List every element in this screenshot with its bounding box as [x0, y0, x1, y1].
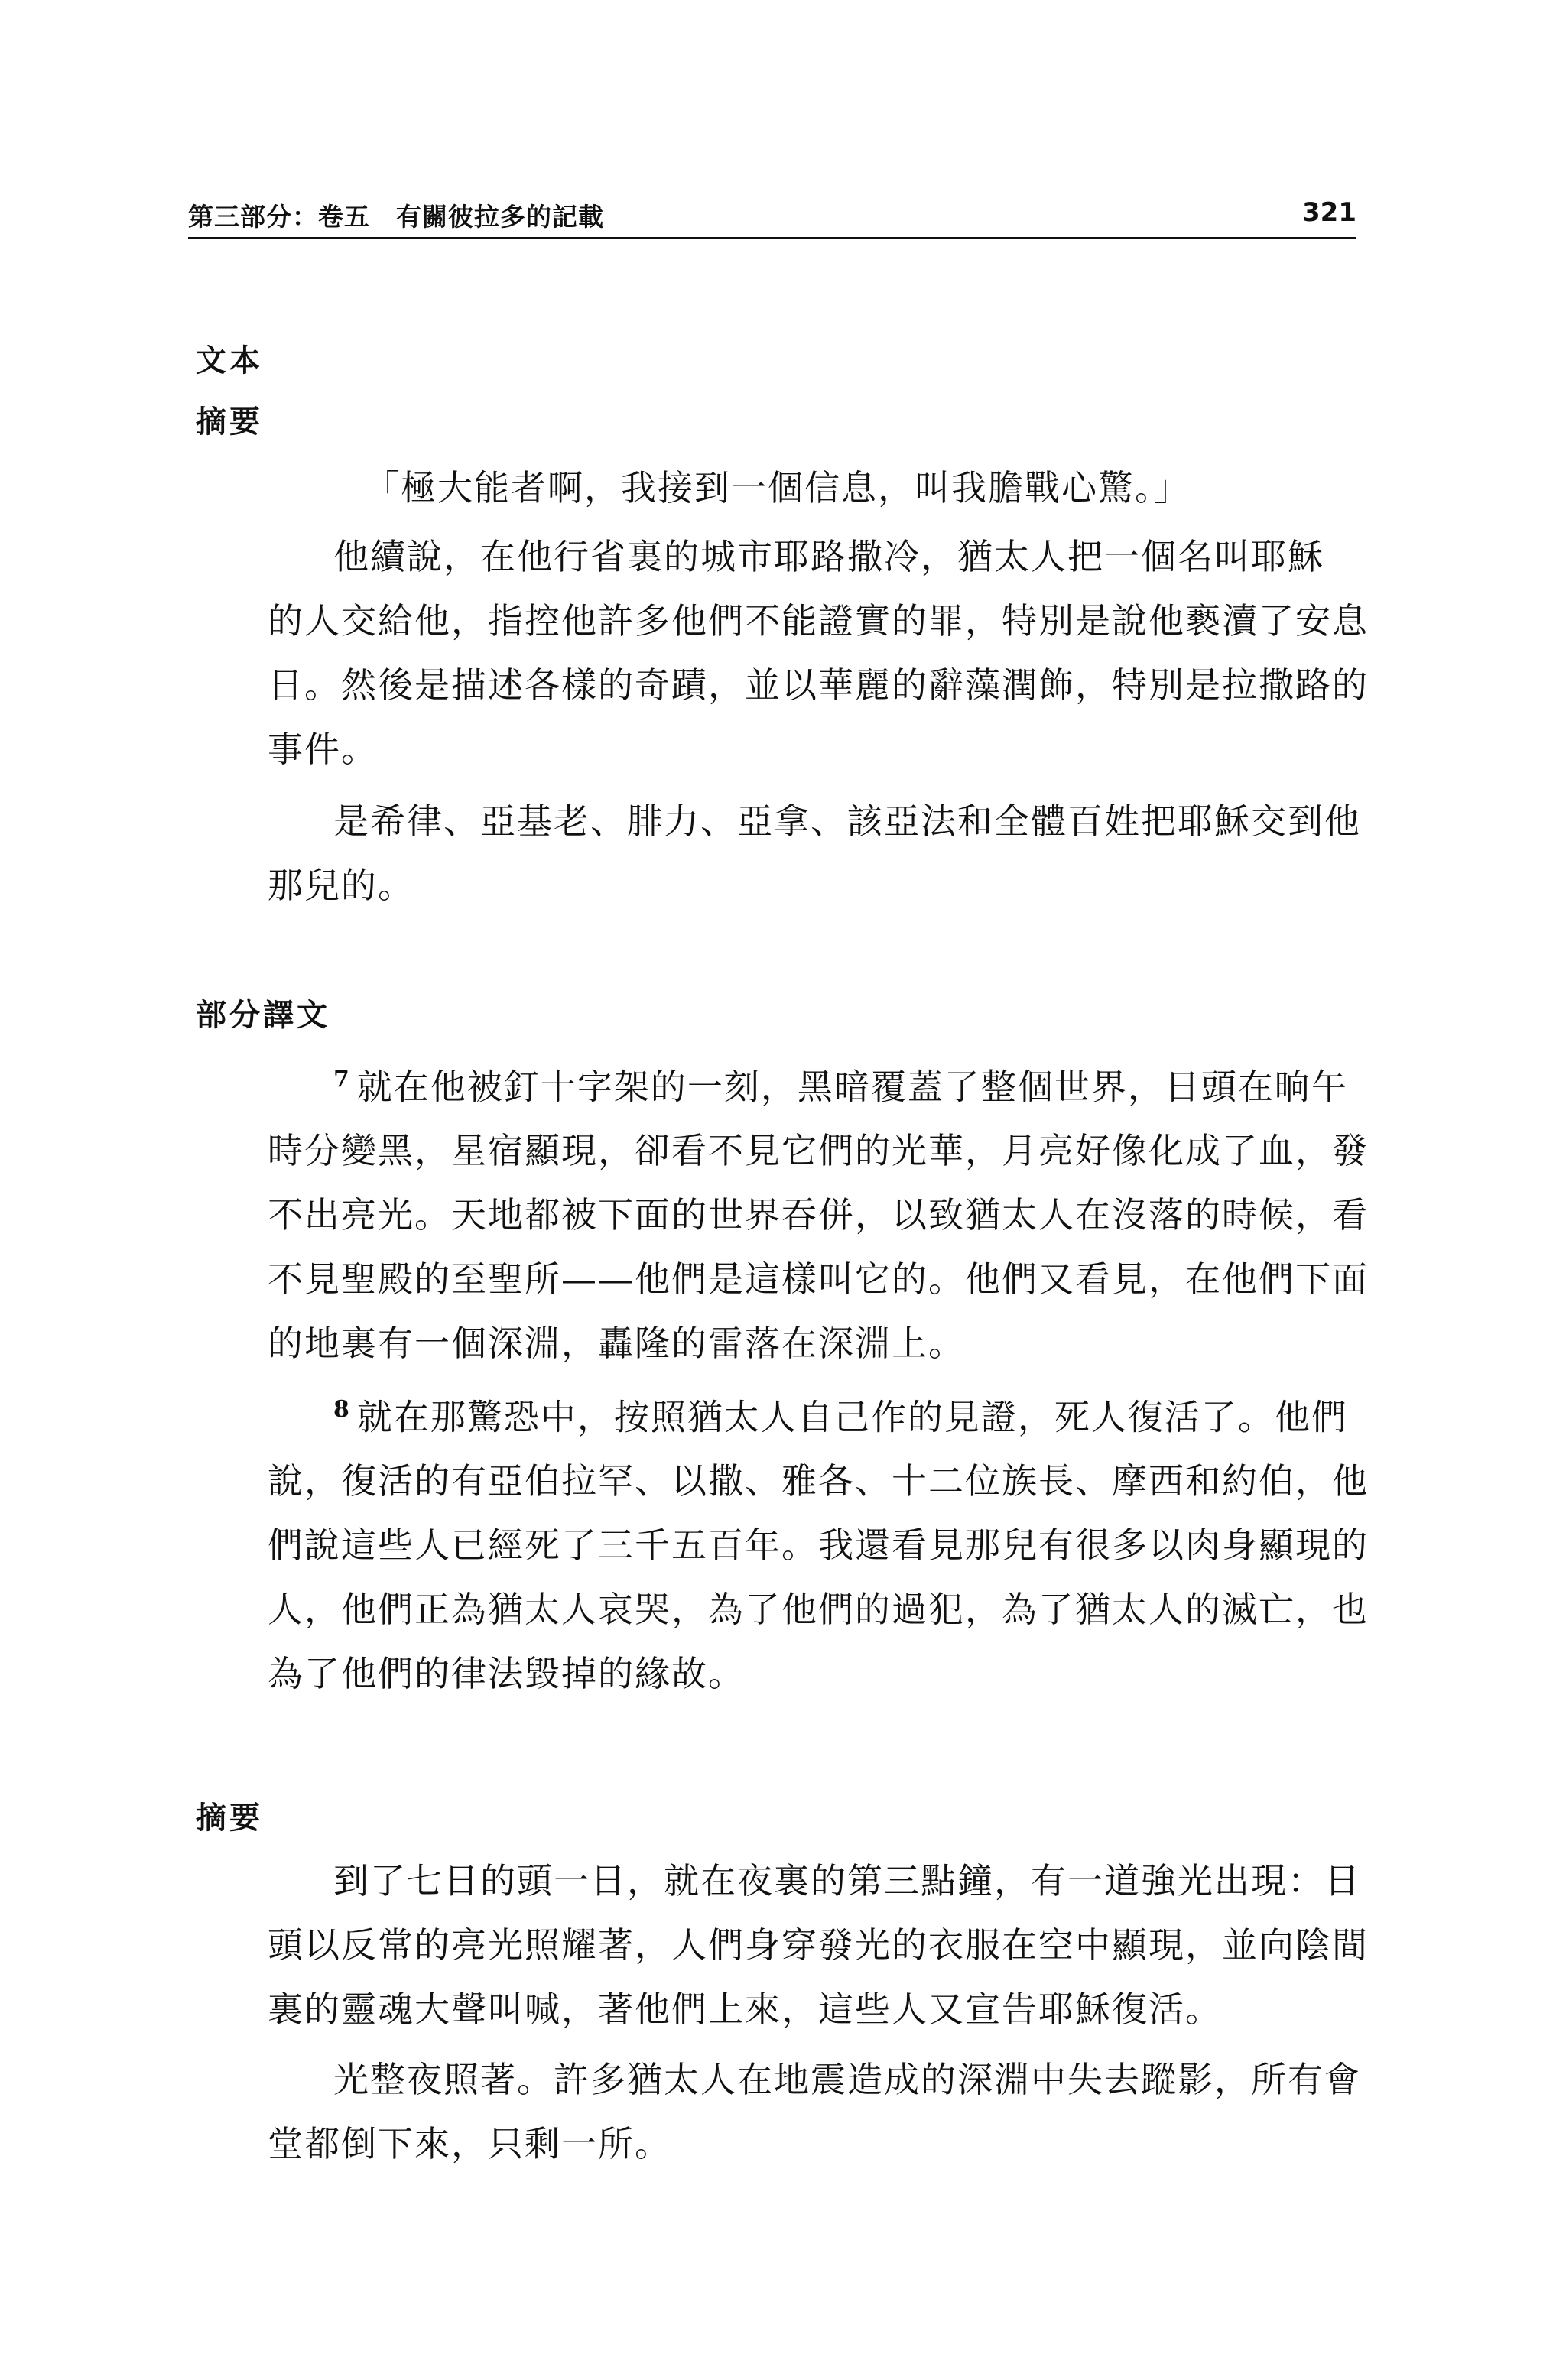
paragraph-line: [268, 1047, 1352, 1119]
summary-heading: 摘要: [196, 404, 263, 440]
text-paragraph-1: [268, 524, 1369, 781]
paragraph-line: 他續說，在他行省裏的城市耶路撒冷，猶太人把一個名叫耶穌: [333, 536, 1324, 577]
paragraph-line: 的地裏有一個深淵，轟隆的雷落在深淵上。: [268, 1323, 965, 1365]
paragraph-line: 們說這些人已經死了三千五百年。我還看見那兒有很多以肉身顯現的: [268, 1524, 1369, 1567]
paragraph-line: 說，復活的有亞伯拉罕、以撒、雅各、十二位族長、摩西和約伯，他: [268, 1460, 1369, 1502]
verse-7: [268, 1047, 1369, 1375]
summary-paragraph-2: [268, 2047, 1361, 2176]
page-number: 321: [1302, 197, 1356, 228]
paragraph-line: 光整夜照著。許多猶太人在地震造成的深淵中失去蹤影，所有會: [333, 2059, 1361, 2100]
header-title: 第三部分：卷五 有關彼拉多的記載: [188, 202, 604, 232]
paragraph-line: 為了他們的律法毀掉的緣故。: [268, 1653, 745, 1695]
paragraph-line: 是希律、亞基老、腓力、亞拿、該亞法和全體百姓把耶穌交到他: [333, 800, 1361, 842]
paragraph-line: 人，他們正為猶太人哀哭，為了他們的過犯，為了猶太人的滅亡，也: [268, 1589, 1369, 1631]
section-heading-translation: 部分譯文: [196, 998, 330, 1033]
verse-number: 8: [333, 1396, 351, 1423]
verse-text: 就在他被釘十字架的一刻，黑暗覆蓋了整個世界，日頭在晌午: [356, 1066, 1348, 1108]
verse-8: [268, 1378, 1369, 1706]
paragraph-line: 的人交給他，指控他許多他們不能證實的罪，特別是說他褻瀆了安息: [268, 600, 1369, 641]
verse-text: 就在那驚恐中，按照猶太人自己作的見證，死人復活了。他們: [356, 1396, 1348, 1438]
paragraph-line: 到了七日的頭一日，就在夜裏的第三點鐘，有一道強光出現：日: [333, 1860, 1361, 1901]
paragraph-line: 事件。: [268, 729, 378, 770]
paragraph-line: 不見聖殿的至聖所——他們是這樣叫它的。他們又看見，在他們下面: [268, 1258, 1369, 1300]
paragraph-line: [268, 1378, 1352, 1449]
paragraph-line: 不出亮光。天地都被下面的世界吞併，以致猶太人在沒落的時候，看: [268, 1194, 1369, 1236]
paragraph-line: 頭以反常的亮光照耀著，人們身穿發光的衣服在空中顯現，並向陰間: [268, 1924, 1369, 1966]
summary-heading-2: 摘要: [196, 1800, 263, 1836]
quote-line: 「極大能者啊，我接到一個信息，叫我膽戰心驚。」: [364, 467, 1191, 508]
paragraph-line: 日。然後是描述各樣的奇蹟，並以華麗的辭藻潤飾，特別是拉撒路的: [268, 664, 1369, 706]
paragraph-line: 時分變黑，星宿顯現，卻看不見它們的光華，月亮好像化成了血，發: [268, 1130, 1369, 1172]
summary-paragraph-1: [268, 1849, 1369, 2041]
paragraph-line: 那兒的。: [268, 865, 414, 906]
quote: [364, 456, 1358, 520]
paragraph-line: 堂都倒下來，只剩一所。: [268, 2123, 671, 2164]
running-header: [188, 193, 1356, 239]
section-heading-text: 文本: [196, 343, 263, 378]
text-paragraph-2: [268, 789, 1361, 917]
verse-number: 7: [333, 1066, 351, 1093]
paragraph-line: 裏的靈魂大聲叫喊，著他們上來，這些人又宣告耶穌復活。: [268, 1989, 1222, 2030]
